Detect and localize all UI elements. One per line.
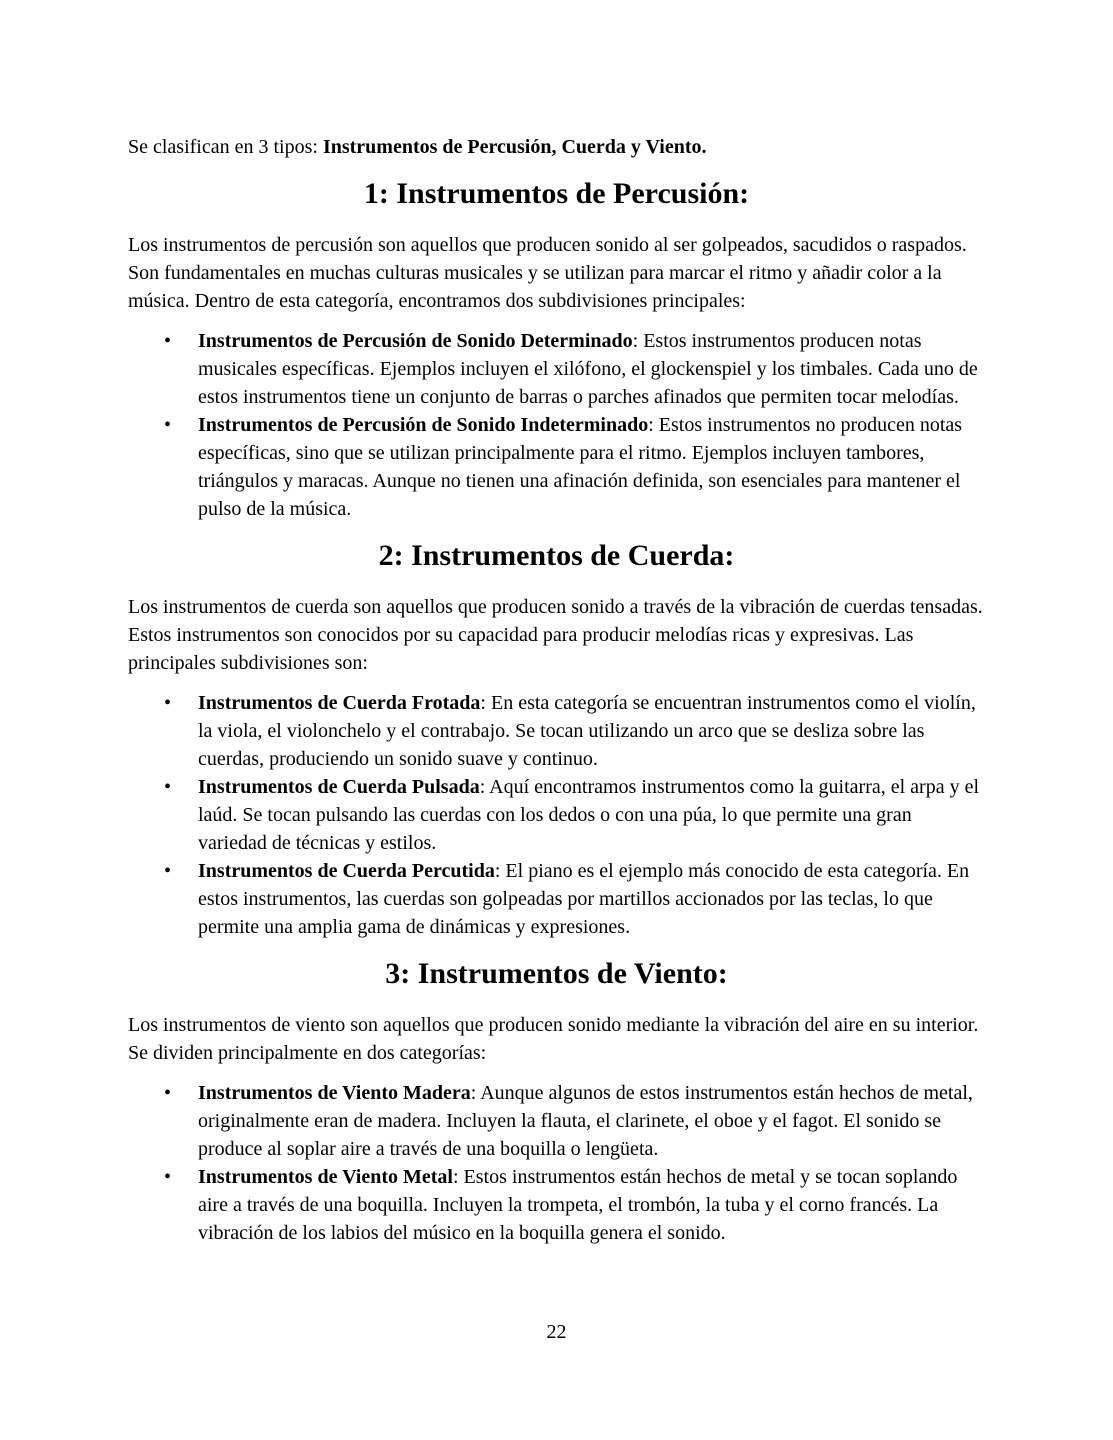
- list-item: [198, 1163, 985, 1247]
- list-item: [198, 327, 985, 411]
- bullet-term: Instrumentos de Cuerda Pulsada: [198, 776, 480, 798]
- list-item: [198, 1079, 985, 1163]
- bullet-text: : Aunque algunos de estos instrumentos están hechos de metal, originalmente eran de madera. Incluyen la flauta, el clarinete, el oboe y el fagot. El sonido se produce al soplar aire a través de una boquilla o lengüeta.: [198, 1082, 973, 1160]
- section-heading-cuerda: 2: Instrumentos de Cuerda:: [378, 539, 735, 572]
- section-heading-percusion: 1: Instrumentos de Percusión:: [363, 177, 750, 210]
- section-paragraph: Los instrumentos de cuerda son aquellos que producen sonido a través de la vibración de cuerdas tensadas. Estos instrumentos son conocidos por su capacidad para producir melodías ricas y expresivas. Las principales subdivisiones son:: [128, 596, 983, 674]
- bullet-list-percusion: [128, 327, 985, 523]
- page-number: 22: [546, 1321, 567, 1343]
- bullet-text: : El piano es el ejemplo más conocido de esta categoría. En estos instrumentos, las cuerdas son golpeadas por martillos accionados por las teclas, lo que permite una amplia gama de dinámicas y expresiones.: [198, 860, 970, 938]
- intro-text-normal: Se clasifican en 3 tipos:: [128, 136, 323, 158]
- list-item: [198, 411, 985, 523]
- list-item: [198, 857, 985, 941]
- list-item: [198, 689, 985, 773]
- bullet-text: : En esta categoría se encuentran instrumentos como el violín, la viola, el violonchelo y el contrabajo. Se tocan utilizando un arco que se desliza sobre las cuerdas, produciendo un sonido suave y continuo.: [198, 692, 976, 770]
- bullet-text: : Estos instrumentos están hechos de metal y se tocan soplando aire a través de una boquilla. Incluyen la trompeta, el trombón, la tuba y el corno francés. La vibración de los labios del músico en la boquilla genera el sonido.: [198, 1166, 958, 1244]
- bullet-term: Instrumentos de Cuerda Percutida: [198, 860, 495, 882]
- bullet-list-viento: [128, 1079, 985, 1247]
- section-paragraph: Los instrumentos de viento son aquellos que producen sonido mediante la vibración del aire en su interior. Se dividen principalmente en dos categorías:: [128, 1014, 979, 1064]
- section-paragraph: Los instrumentos de percusión son aquellos que producen sonido al ser golpeados, sacudidos o raspados. Son fundamentales en muchas culturas musicales y se utilizan para marcar el ritmo y añadir color a la música. Dentro de esta categoría, encontramos dos subdivisiones principales:: [128, 234, 967, 312]
- bullet-text: : Aquí encontramos instrumentos como la guitarra, el arpa y el laúd. Se tocan pulsando las cuerdas con los dedos o con una púa, lo que permite una gran variedad de técnicas y estilos.: [198, 776, 980, 854]
- intro-text-bold: Instrumentos de Percusión, Cuerda y Viento.: [322, 136, 707, 158]
- bullet-list-cuerda: [128, 689, 985, 941]
- section-heading-viento: 3: Instrumentos de Viento:: [385, 957, 728, 990]
- list-item: [198, 773, 985, 857]
- bullet-term: Instrumentos de Percusión de Sonido Determinado: [198, 330, 633, 352]
- bullet-term: Instrumentos de Viento Metal: [198, 1166, 453, 1188]
- bullet-term: Instrumentos de Cuerda Frotada: [198, 692, 481, 714]
- bullet-text: : Estos instrumentos producen notas musicales específicas. Ejemplos incluyen el xilófono, el glockenspiel y los timbales. Cada uno de estos instrumentos tiene un conjunto de barras o parches afinados que permiten tocar melodías.: [198, 330, 978, 408]
- bullet-term: Instrumentos de Viento Madera: [198, 1082, 471, 1104]
- bullet-term: Instrumentos de Percusión de Sonido Indeterminado: [198, 414, 649, 436]
- intro-paragraph: [128, 133, 985, 161]
- bullet-text: : Estos instrumentos no producen notas específicas, sino que se utilizan principalmente para el ritmo. Ejemplos incluyen tambores, triángulos y maracas. Aunque no tienen una afinación definida, son esenciales para mantener el pulso de la música.: [198, 414, 963, 520]
